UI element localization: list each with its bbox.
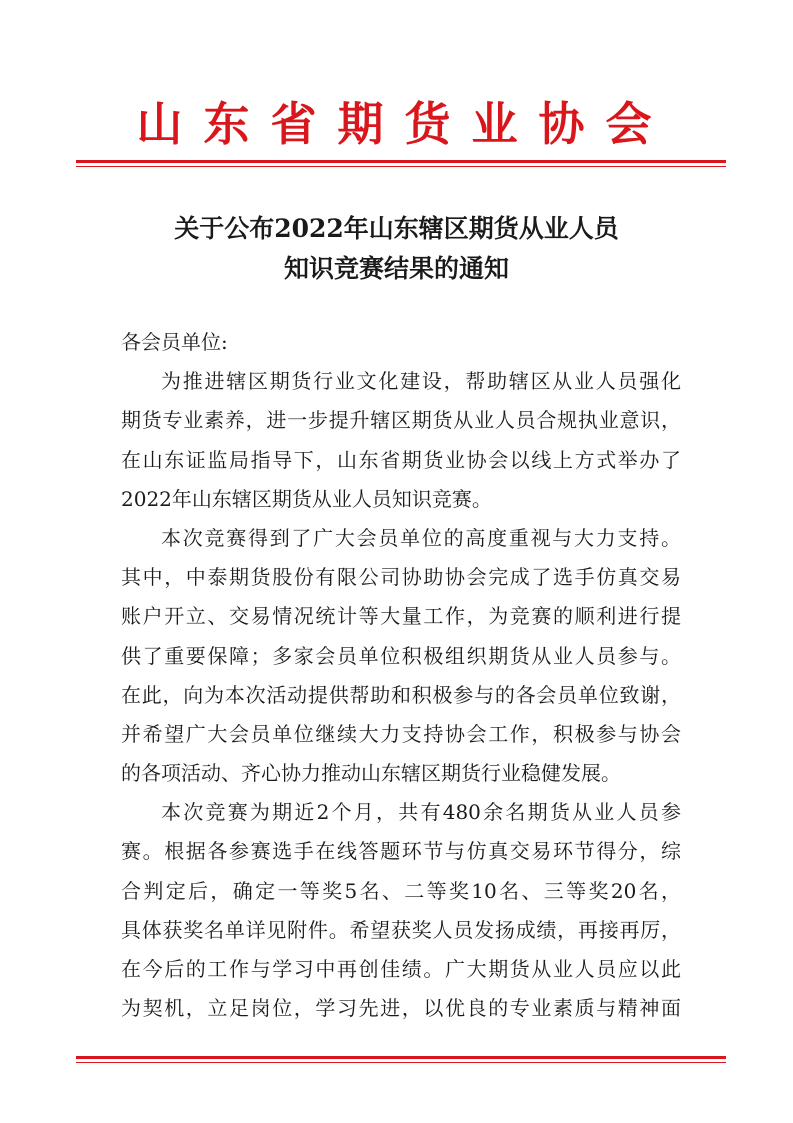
body-line: 其中，中泰期货股份有限公司协助协会完成了选手仿真交易 xyxy=(121,565,681,590)
body-line: 2022年山东辖区期货从业人员知识竞赛。 xyxy=(121,486,492,511)
body-line: 本次竞赛为期近2个月，共有480余名期货从业人员参 xyxy=(161,800,681,825)
letterhead-rule-thick xyxy=(76,160,726,163)
notice-body xyxy=(121,323,681,1028)
body-line: 在此，向为本次活动提供帮助和积极参与的各会员单位致谢， xyxy=(121,682,681,707)
body-line: 并希望广大会员单位继续大力支持协会工作，积极参与协会 xyxy=(121,721,681,746)
body-line: 期货专业素养，进一步提升辖区期货从业人员合规执业意识， xyxy=(121,408,681,433)
body-line: 供了重要保障；多家会员单位积极组织期货从业人员参与。 xyxy=(121,643,681,668)
body-line: 本次竞赛得到了广大会员单位的高度重视与大力支持。 xyxy=(161,525,681,550)
notice-title-line-1: 关于公布2022年山东辖区期货从业人员 xyxy=(174,214,619,243)
body-line: 账户开立、交易情况统计等大量工作，为竞赛的顺利进行提 xyxy=(121,604,681,629)
body-line: 为推进辖区期货行业文化建设，帮助辖区从业人员强化 xyxy=(161,369,681,394)
body-line: 在今后的工作与学习中再创佳绩。广大期货从业人员应以此 xyxy=(121,957,681,981)
letterhead-org-name: 山东省期货业协会 xyxy=(136,97,673,151)
body-line: 具体获奖名单详见附件。希望获奖人员发扬成绩，再接再厉， xyxy=(121,917,681,942)
body-line: 合判定后，确定一等奖5名、二等奖10名、三等奖20名， xyxy=(121,878,681,903)
notice-title-line-2: 知识竞赛结果的通知 xyxy=(283,254,509,283)
footer-rule-thin xyxy=(76,1062,726,1063)
body-line: 在山东证监局指导下，山东省期货业协会以线上方式举办了 xyxy=(121,447,681,472)
body-line: 赛。根据各参赛选手在线答题环节与仿真交易环节得分，综 xyxy=(121,839,681,864)
footer-rule-thick xyxy=(76,1056,726,1059)
body-line: 为契机，立足岗位，学习先进，以优良的专业素质与精神面 xyxy=(121,996,681,1021)
body-line: 的各项活动、齐心协力推动山东辖区期货行业稳健发展。 xyxy=(121,761,621,786)
salutation: 各会员单位: xyxy=(121,330,228,354)
letterhead-rule-thin xyxy=(76,166,726,167)
